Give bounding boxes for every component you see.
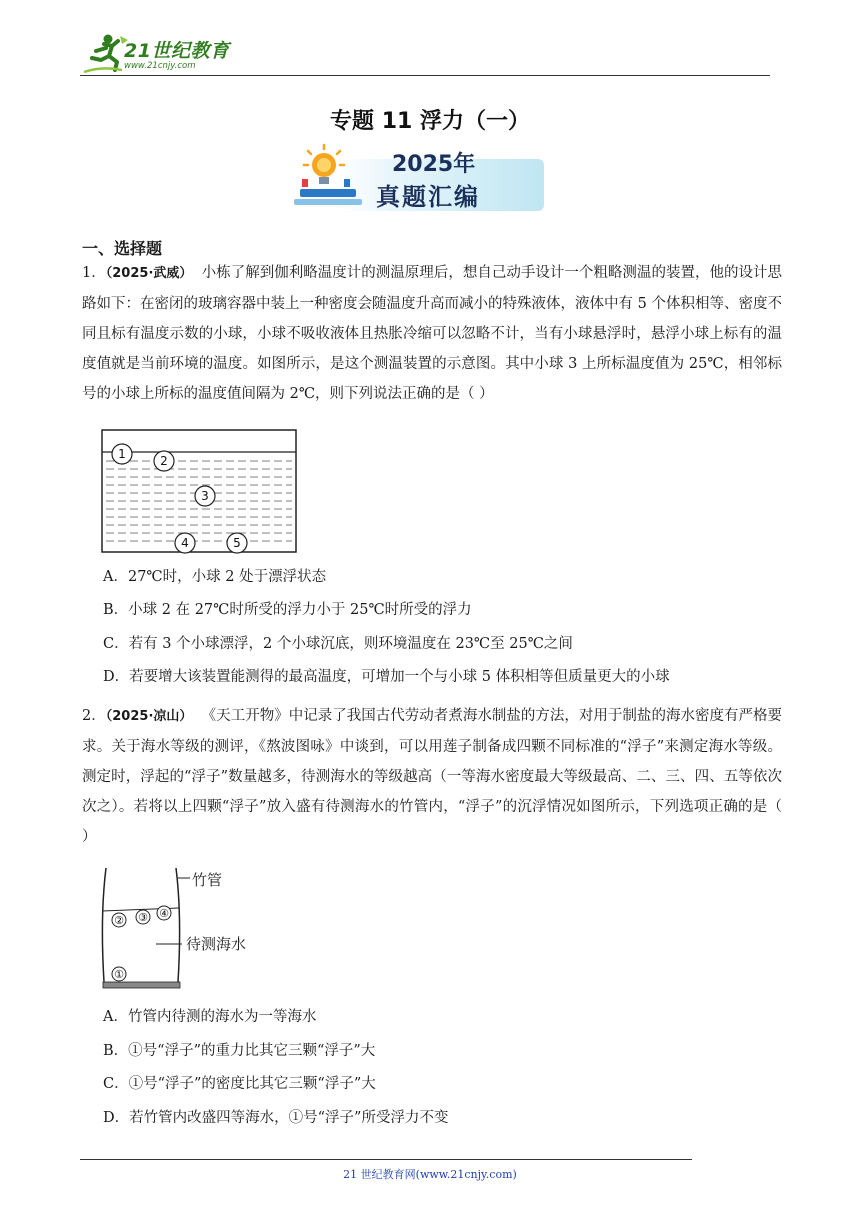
q1-option-b: B．小球 2 在 27℃时所受的浮力小于 25℃时所受的浮力 [103, 602, 472, 618]
q1-option-d: D．若要增大该装置能测得的最高温度，可增加一个与小球 5 体积相等但质量更大的小球 [103, 669, 670, 685]
question-body: 小栋了解到伽利略温度计的测温原理后，想自己动手设计一个粗略测温的装置，他的设计思路如下：在密闭的玻璃容器中装上一种密度会随温度升高而减小的特殊液体，液体中有 5 个体积相等、密度不同且标有温度示数的小球，小球不吸收液体且热胀冷缩可以忽略不计，当有小球悬浮时，悬浮小球上标有的温度值就是当前环境的温度。如图所示，是这个测温装置的示意图。其中小球 3 上所标温度值为 25℃，相邻标号的小球上所标的温度值间隔为 2℃，则下列说法正确的是（ ） [82, 265, 783, 402]
header-rule [80, 75, 770, 76]
question-source: （2025·武威） [105, 266, 193, 281]
ball-3-label: 3 [201, 489, 209, 503]
question-2-text [82, 701, 782, 852]
ball-5-label: 5 [233, 536, 241, 550]
logo-text: 21世纪教育 [124, 40, 230, 62]
q2-option-c: C．①号“浮子”的密度比其它三颗“浮子”大 [103, 1076, 376, 1092]
float-2-label: ② [114, 914, 124, 927]
logo-url: www.21cnjy.com [124, 61, 196, 71]
footer-link[interactable]: 21 世纪教育网(www.21cnjy.com) [343, 1168, 517, 1181]
float-3-label: ③ [138, 911, 148, 924]
q2-option-d: D．若竹管内改盛四等海水，①号“浮子”所受浮力不变 [103, 1110, 449, 1126]
float-1-label: ① [114, 968, 124, 981]
q1-option-a: A．27℃时，小球 2 处于漂浮状态 [103, 569, 327, 585]
q2-option-b: B．①号“浮子”的重力比其它三颗“浮子”大 [103, 1043, 376, 1059]
ball-4-label: 4 [181, 536, 189, 550]
question-1-text [82, 258, 782, 409]
question-source: （2025·凉山） [105, 709, 193, 724]
badge-year: 2025年 [392, 152, 476, 177]
year-badge [280, 143, 546, 213]
badge-label: 真题汇编 [376, 182, 480, 211]
page-title: 专题 11 浮力（一） [330, 109, 530, 134]
q2-option-a: A．竹管内待测的海水为一等海水 [103, 1009, 317, 1025]
question-number: 2． [82, 708, 106, 724]
footer-rule [80, 1159, 692, 1160]
ball-1-label: 1 [118, 447, 126, 461]
q1-figure [100, 428, 300, 560]
section-heading: 一、选择题 [82, 239, 163, 258]
ball-2-label: 2 [160, 454, 168, 468]
bamboo-tube-label: 竹管 [192, 871, 223, 889]
q2-figure [98, 866, 268, 1000]
question-number: 1． [82, 265, 106, 281]
seawater-label: 待测海水 [186, 935, 247, 953]
float-4-label: ④ [159, 907, 169, 920]
q1-option-c: C．若有 3 个小球漂浮，2 个小球沉底，则环境温度在 23℃至 25℃之间 [103, 636, 573, 652]
question-body: 《天工开物》中记录了我国古代劳动者煮海水制盐的方法，对用于制盐的海水密度有严格要求。关于海水等级的测评，《熬波图咏》中谈到，可以用莲子制备成四颗不同标准的“浮子”来测定海水等级。测定时，浮起的“浮子”数量越多，待测海水的等级越高（一等海水密度最大等级最高、二、三、四、五等依次次之）。若将以上四颗“浮子”放入盛有待测海水的竹管内，“浮子”的沉浮情况如图所示，下列选项正确的是（ ） [82, 708, 783, 845]
